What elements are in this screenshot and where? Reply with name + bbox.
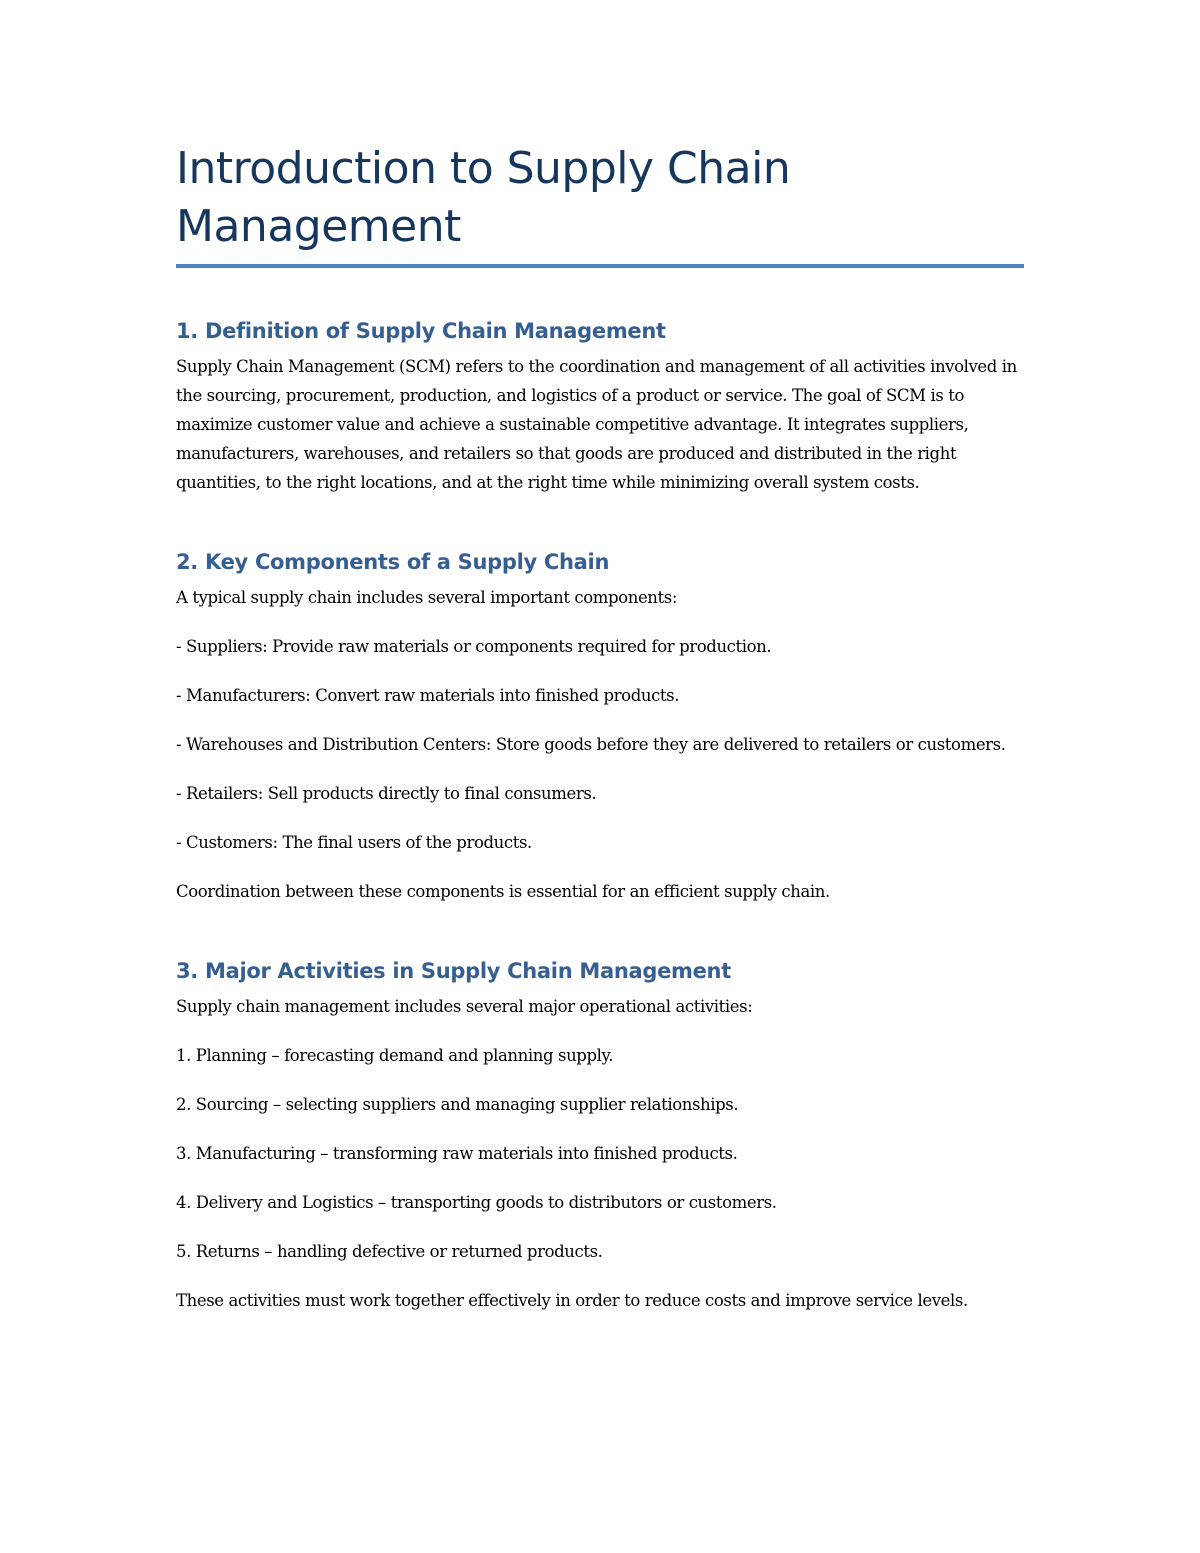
paragraph: Supply chain management includes several major operational activities:: [176, 997, 753, 1016]
list-item: 4. Delivery and Logistics – transporting goods to distributors or customers.: [176, 1193, 777, 1212]
list-item: 3. Manufacturing – transforming raw materials into finished products.: [176, 1144, 738, 1163]
section-key-components: [176, 547, 1024, 906]
section-heading: 1. Definition of Supply Chain Management: [176, 319, 666, 343]
list-item: - Warehouses and Distribution Centers: Store goods before they are delivered to retailers or customers.: [176, 735, 1006, 754]
section-heading: 3. Major Activities in Supply Chain Management: [176, 959, 731, 983]
list-item: - Customers: The final users of the products.: [176, 833, 532, 852]
title-underline-rule: [176, 264, 1024, 268]
section-definition: [176, 316, 1024, 497]
list-item: 2. Sourcing – selecting suppliers and managing supplier relationships.: [176, 1095, 739, 1114]
paragraph: These activities must work together effectively in order to reduce costs and improve service levels.: [176, 1291, 968, 1310]
list-item: - Manufacturers: Convert raw materials into finished products.: [176, 686, 680, 705]
paragraph: Supply Chain Management (SCM) refers to the coordination and management of all activities involved in the sourcing, procurement, production, and logistics of a product or service. The goal of SCM is to maximize customer value and achieve a sustainable competitive advantage. It integrates suppliers, manufacturers, warehouses, and retailers so that goods are produced and distributed in the right quantities, to the right locations, and at the right time while minimizing overall system costs.: [176, 357, 1017, 492]
section-major-activities: [176, 956, 1024, 1315]
paragraph: Coordination between these components is essential for an efficient supply chain.: [176, 882, 830, 901]
paragraph: A typical supply chain includes several important components:: [176, 588, 677, 607]
list-item: 1. Planning – forecasting demand and planning supply.: [176, 1046, 614, 1065]
document-page: [176, 140, 1024, 1315]
section-heading: 2. Key Components of a Supply Chain: [176, 550, 610, 574]
list-item: - Retailers: Sell products directly to final consumers.: [176, 784, 597, 803]
list-item: - Suppliers: Provide raw materials or components required for production.: [176, 637, 772, 656]
document-title: Introduction to Supply Chain Management: [176, 143, 791, 252]
list-item: 5. Returns – handling defective or returned products.: [176, 1242, 603, 1261]
